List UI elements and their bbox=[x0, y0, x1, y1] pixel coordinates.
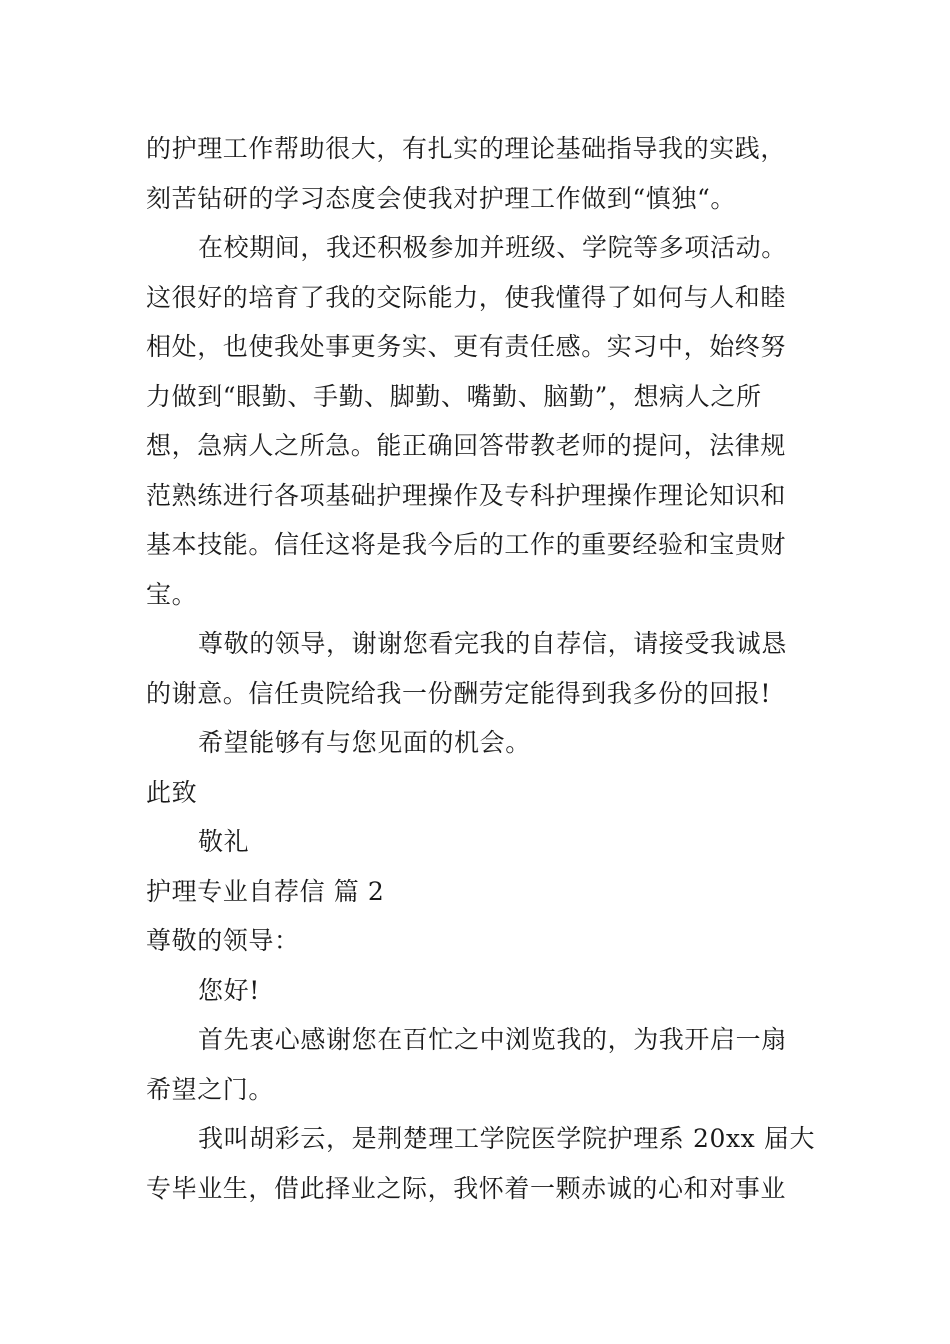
section-heading: 护理专业自荐信 篇 2 bbox=[146, 876, 385, 906]
text-line: 专毕业生，借此择业之际，我怀着一颗赤诚的心和对事业 bbox=[146, 1173, 787, 1203]
closing-line: 此致 bbox=[146, 777, 198, 807]
text-line: 宝。 bbox=[146, 579, 198, 609]
text-line: 尊敬的领导，谢谢您看完我的自荐信，请接受我诚恳 bbox=[198, 629, 787, 658]
text-line: 想，急病人之所急。能正确回答带教老师的提问，法律规 bbox=[146, 431, 787, 460]
text-line: 力做到“眼勤、手勤、脚勤、嘴勤、脑勤”，想病人之所 bbox=[146, 381, 762, 411]
text-line: 相处，也使我处事更务实、更有责任感。实习中，始终努 bbox=[146, 332, 787, 361]
text-line: 希望之门。 bbox=[146, 1074, 275, 1104]
text-line: 这很好的培育了我的交际能力，使我懂得了如何与人和睦 bbox=[146, 282, 787, 312]
text-line: 我叫胡彩云，是荆楚理工学院医学院护理系 20xx 届大 bbox=[198, 1124, 816, 1153]
closing-salute: 敬礼 bbox=[198, 827, 250, 856]
salutation: 尊敬的领导： bbox=[146, 926, 300, 955]
document-page bbox=[146, 124, 816, 1213]
text-line: 首先衷心感谢您在百忙之中浏览我的，为我开启一扇 bbox=[198, 1025, 787, 1054]
text-line: 在校期间，我还积极参加并班级、学院等多项活动。 bbox=[198, 233, 787, 262]
text-line: 的谢意。信任贵院给我一份酬劳定能得到我多份的回报! bbox=[146, 678, 772, 708]
text-line: 的护理工作帮助很大，有扎实的理论基础指导我的实践， bbox=[146, 134, 787, 163]
text-line: 希望能够有与您见面的机会。 bbox=[198, 728, 531, 757]
text-line: 基本技能。信任这将是我今后的工作的重要经验和宝贵财 bbox=[146, 530, 787, 559]
text-line: 刻苦钻研的学习态度会使我对护理工作做到“慎独“。 bbox=[146, 183, 736, 213]
text-line: 范熟练进行各项基础护理操作及专科护理操作理论知识和 bbox=[146, 480, 787, 510]
greeting: 您好! bbox=[198, 975, 260, 1005]
